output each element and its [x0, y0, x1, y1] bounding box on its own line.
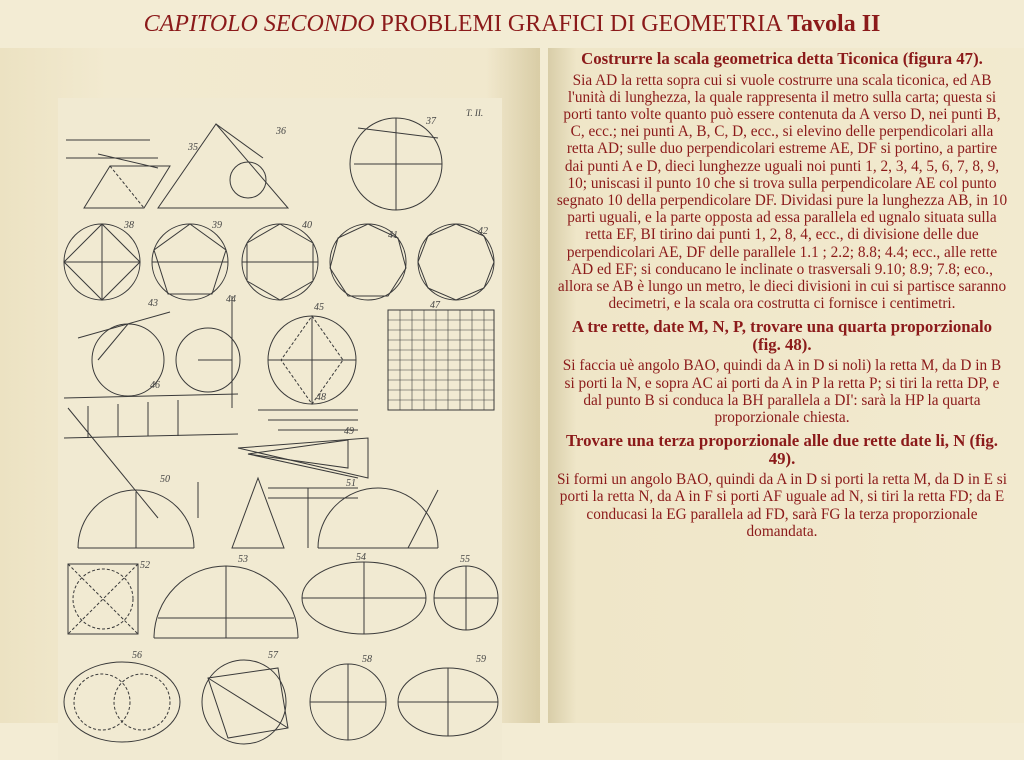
- fig-label-41: 41: [388, 230, 398, 241]
- fig-label-59: 59: [476, 654, 486, 665]
- fig-label-49: 49: [344, 426, 354, 437]
- fig-label-53: 53: [238, 554, 248, 565]
- section-3-body: Si formi un angolo BAO, quindi da A in D si porti la retta M, da D in E si porti la retta N, da A in F si porti AF uguale ad N, si tiri la retta FD; da E conducasi la EG parallela ad FD, sarà FG la terza proporzionale domandata.: [557, 471, 1007, 540]
- figure-38: [64, 224, 140, 300]
- fig-label-35: 35: [188, 142, 198, 153]
- fig-label-55: 55: [460, 554, 470, 565]
- fig-label-51: 51: [346, 478, 356, 489]
- geometry-plate: [58, 98, 502, 760]
- fig-label-54: 54: [356, 552, 366, 563]
- figure-46: [64, 394, 238, 518]
- figure-39: [152, 224, 228, 300]
- fig-label-47: 47: [430, 300, 440, 311]
- fig-label-40: 40: [302, 220, 312, 231]
- figure-37: [350, 118, 442, 210]
- text-column: [556, 50, 1008, 546]
- fig-label-42: 42: [478, 226, 488, 237]
- fig-label-44: 44: [226, 294, 236, 305]
- figure-35: [66, 140, 170, 208]
- section-3-title: Trovare una terza proporzionale alle due rette date li, N (fig. 49).: [566, 431, 998, 468]
- figure-52: [68, 564, 138, 634]
- figure-53: [154, 566, 298, 638]
- fig-label-38: 38: [124, 220, 134, 231]
- fig-label-48: 48: [316, 392, 326, 403]
- header-title: PROBLEMI GRAFICI DI GEOMETRIA: [380, 11, 782, 37]
- fig-label-58: 58: [362, 654, 372, 665]
- figure-48: [248, 410, 358, 478]
- figure-57: [202, 660, 288, 744]
- figure-56: [64, 662, 180, 742]
- section-2-body: Si faccia uè angolo BAO, quindi da A in D si noli) la retta M, da D in B si porti la N, e sopra AC ai porti da A in P la retta P; si tiri la retta DP, e dal punto B si conduca la BH parallela a DI': sarà la HP la quarta proporzionale chiesta.: [562, 357, 1002, 426]
- fig-label-46: 46: [150, 380, 160, 391]
- figure-45: [268, 316, 356, 404]
- fig-label-36: 36: [276, 126, 286, 137]
- fig-label-37: 37: [426, 116, 436, 127]
- fig-label-43: 43: [148, 298, 158, 309]
- fig-label-57: 57: [268, 650, 278, 661]
- page-header: [0, 0, 1024, 48]
- section-1-body: Sia AD la retta sopra cui si vuole costrurre una scala ticonica, ed AB l'unità di lunghezza, la quale rappresenta il metro sulla carta; questa si porti tanto volte quanto può essere contenuta da A verso D, nei punti B, C, ecc.; nei punti A, B, C, D, ecc., si elevino delle perpendicolari alla retta AD; sulle duo perpendicolari estreme AE, DF si portino, a partire dai punti A e D, dieci lunghezze uguali noi punti 1, 2, 3, 4, 5, 6, 7, 8, 9, 10; uniscasi il punto 10 che si trova sulla perpendicolare AE col punto segnato 10 della perpendicolare DF. Dividasi pure la lunghezza AB, in 10 parti uguali, e la parte opposta ad essa parallela ed ugnalo situata sulla retta EF, BI tirino dai punti 1, 2, 8, 4, ecc., di divisione delle due perpendicolari AE, DF delle parallele 1.1 ; 2.2; 8.8; 4.4; ecc., alle rette AD ed EF; si conducano le inclinate o trasversali 9.10; 8.9; 7.8; eco., allora se AB è lungo un metro, le dieci divisioni in cui si partisce saranno decimetri, e la scala ora costrutta ci fornisce i centimetri.: [556, 71, 1008, 313]
- figure-55: [434, 566, 498, 630]
- fig-label-45: 45: [314, 302, 324, 313]
- fig-label-52: 52: [140, 560, 150, 571]
- fig-label-56: 56: [132, 650, 142, 661]
- figure-44: [176, 296, 240, 408]
- figure-50: [78, 482, 198, 548]
- figure-40: [242, 224, 318, 300]
- figure-36: [158, 124, 288, 208]
- text-page: [548, 48, 1024, 723]
- header-plate: Tavola II: [787, 11, 881, 37]
- figure-58: [310, 664, 386, 740]
- header-chapter: CAPITOLO SECONDO: [143, 11, 375, 37]
- plate-id: T. II.: [466, 108, 484, 118]
- section-1-title: Costrurre la scala geometrica detta Ticonica (figura 47).: [581, 49, 983, 68]
- figure-59: [398, 668, 498, 736]
- plate-drawing: [58, 98, 502, 760]
- section-2-title: A tre rette, date M, N, P, trovare una quarta proporzionalo (fig. 48).: [571, 317, 993, 354]
- fig-label-39: 39: [212, 220, 222, 231]
- figure-47: [388, 310, 494, 410]
- plate-page: [0, 48, 540, 723]
- figure-number-labels: [123, 116, 488, 665]
- figure-54: [302, 562, 426, 634]
- fig-label-50: 50: [160, 474, 170, 485]
